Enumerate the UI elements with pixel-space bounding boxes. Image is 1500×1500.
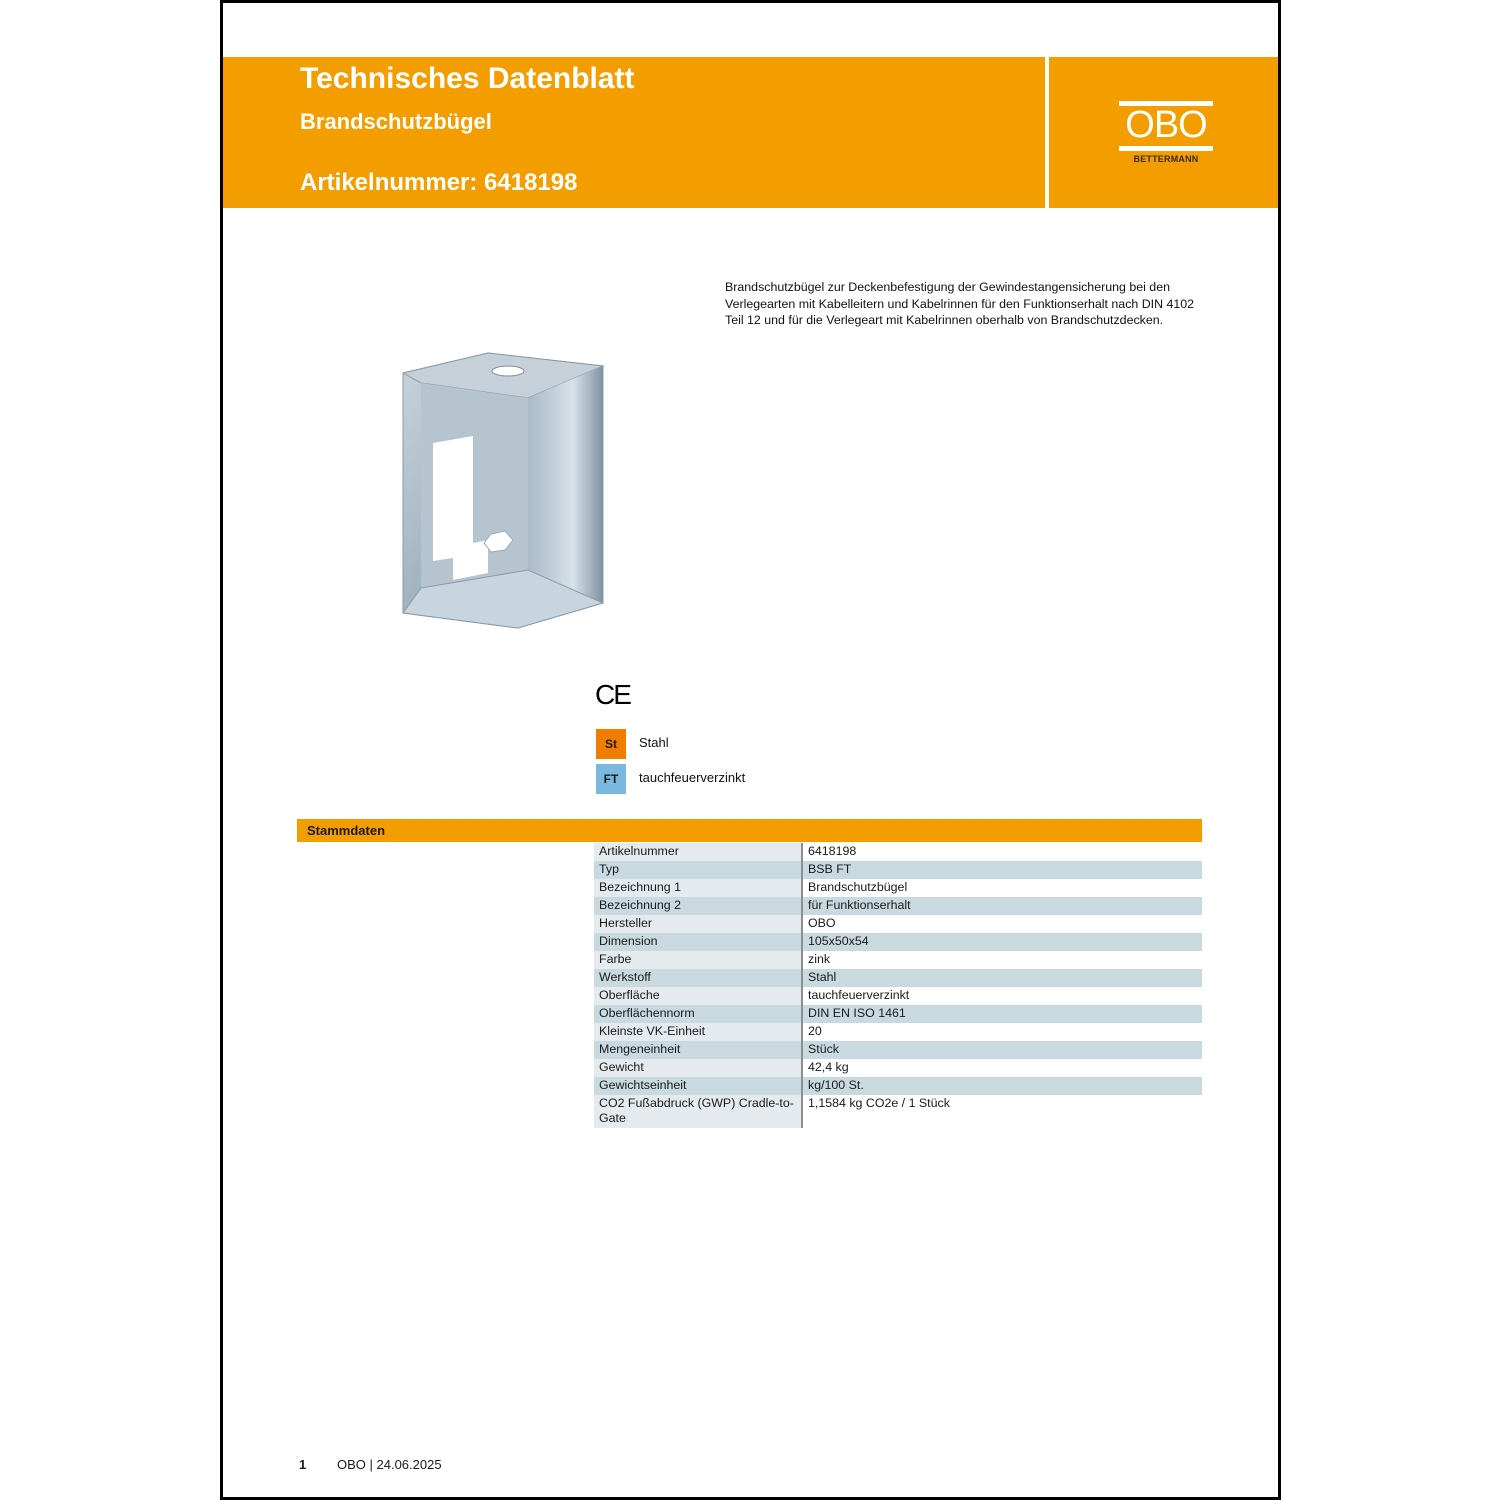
row-key: Oberflächennorm xyxy=(594,1005,803,1023)
surface-label-hot-dip: tauchfeuerverzinkt xyxy=(639,770,746,785)
table-row xyxy=(594,915,1202,933)
row-value: BSB FT xyxy=(803,861,1202,879)
page-number: 1 xyxy=(299,1457,307,1472)
product-description: Brandschutzbügel zur Deckenbefestigung der Gewindestangensicherung bei den Verlegearten mit Kabelleitern und Kabelrinnen für den Funktionserhalt nach DIN 4102 Teil 12 und für die Verlegeart mit Kabelrinnen oberhalb von Brandschutzdecken. xyxy=(725,280,1195,327)
row-value: 6418198 xyxy=(803,843,1202,861)
row-value: tauchfeuerverzinkt xyxy=(803,987,1202,1005)
ce-mark-icon: CE xyxy=(595,679,630,710)
row-value: 1,1584 kg CO2e / 1 Stück xyxy=(803,1095,1202,1128)
stammdaten-table xyxy=(594,843,1202,1128)
row-key: Gewicht xyxy=(594,1059,803,1077)
row-key: Oberfläche xyxy=(594,987,803,1005)
product-name: Brandschutzbügel xyxy=(300,109,492,134)
row-value: für Funktionserhalt xyxy=(803,897,1202,915)
table-row xyxy=(594,933,1202,951)
footer-text: OBO | 24.06.2025 xyxy=(337,1457,442,1472)
material-badge-steel: St xyxy=(596,729,626,759)
row-key: Farbe xyxy=(594,951,803,969)
row-value: kg/100 St. xyxy=(803,1077,1202,1095)
row-value: Stück xyxy=(803,1041,1202,1059)
row-key: Artikelnummer xyxy=(594,843,803,861)
row-value: Brandschutzbügel xyxy=(803,879,1202,897)
table-row xyxy=(594,969,1202,987)
table-row xyxy=(594,1023,1202,1041)
row-key: Gewichtseinheit xyxy=(594,1077,803,1095)
table-row xyxy=(594,987,1202,1005)
row-key: Hersteller xyxy=(594,915,803,933)
table-row xyxy=(594,951,1202,969)
material-label-steel: Stahl xyxy=(639,735,669,750)
datasheet-page xyxy=(220,0,1281,1500)
surface-badge-hot-dip: FT xyxy=(596,764,626,794)
table-row xyxy=(594,879,1202,897)
logo-wordmark: OBO xyxy=(1125,104,1207,146)
logo-subtext: BETTERMANN xyxy=(1133,154,1199,164)
row-value: OBO xyxy=(803,915,1202,933)
table-row xyxy=(594,1077,1202,1095)
row-key: Typ xyxy=(594,861,803,879)
row-value: 42,4 kg xyxy=(803,1059,1202,1077)
obo-logo xyxy=(1117,101,1217,167)
row-key: Werkstoff xyxy=(594,969,803,987)
row-value: Stahl xyxy=(803,969,1202,987)
row-key: Mengeneinheit xyxy=(594,1041,803,1059)
table-row xyxy=(594,1041,1202,1059)
row-key: Bezeichnung 1 xyxy=(594,879,803,897)
row-value: 20 xyxy=(803,1023,1202,1041)
header-band xyxy=(223,57,1278,208)
table-row xyxy=(594,1005,1202,1023)
article-number-heading: Artikelnummer: 6418198 xyxy=(300,169,578,196)
table-row xyxy=(594,861,1202,879)
table-row xyxy=(594,1059,1202,1077)
row-key: Kleinste VK-Einheit xyxy=(594,1023,803,1041)
row-value: DIN EN ISO 1461 xyxy=(803,1005,1202,1023)
section-title: Stammdaten xyxy=(307,823,386,838)
section-header-stammdaten xyxy=(297,819,1202,842)
row-value: 105x50x54 xyxy=(803,933,1202,951)
logo-bottom-bar xyxy=(1119,146,1213,151)
row-key: Bezeichnung 2 xyxy=(594,897,803,915)
row-key: CO2 Fußabdruck (GWP) Cradle-to-Gate xyxy=(594,1095,803,1128)
page-title: Technisches Datenblatt xyxy=(300,62,635,95)
row-value: zink xyxy=(803,951,1202,969)
table-row xyxy=(594,1095,1202,1128)
product-image xyxy=(393,348,608,633)
header-divider xyxy=(1045,57,1049,208)
table-row xyxy=(594,843,1202,861)
table-row xyxy=(594,897,1202,915)
row-key: Dimension xyxy=(594,933,803,951)
